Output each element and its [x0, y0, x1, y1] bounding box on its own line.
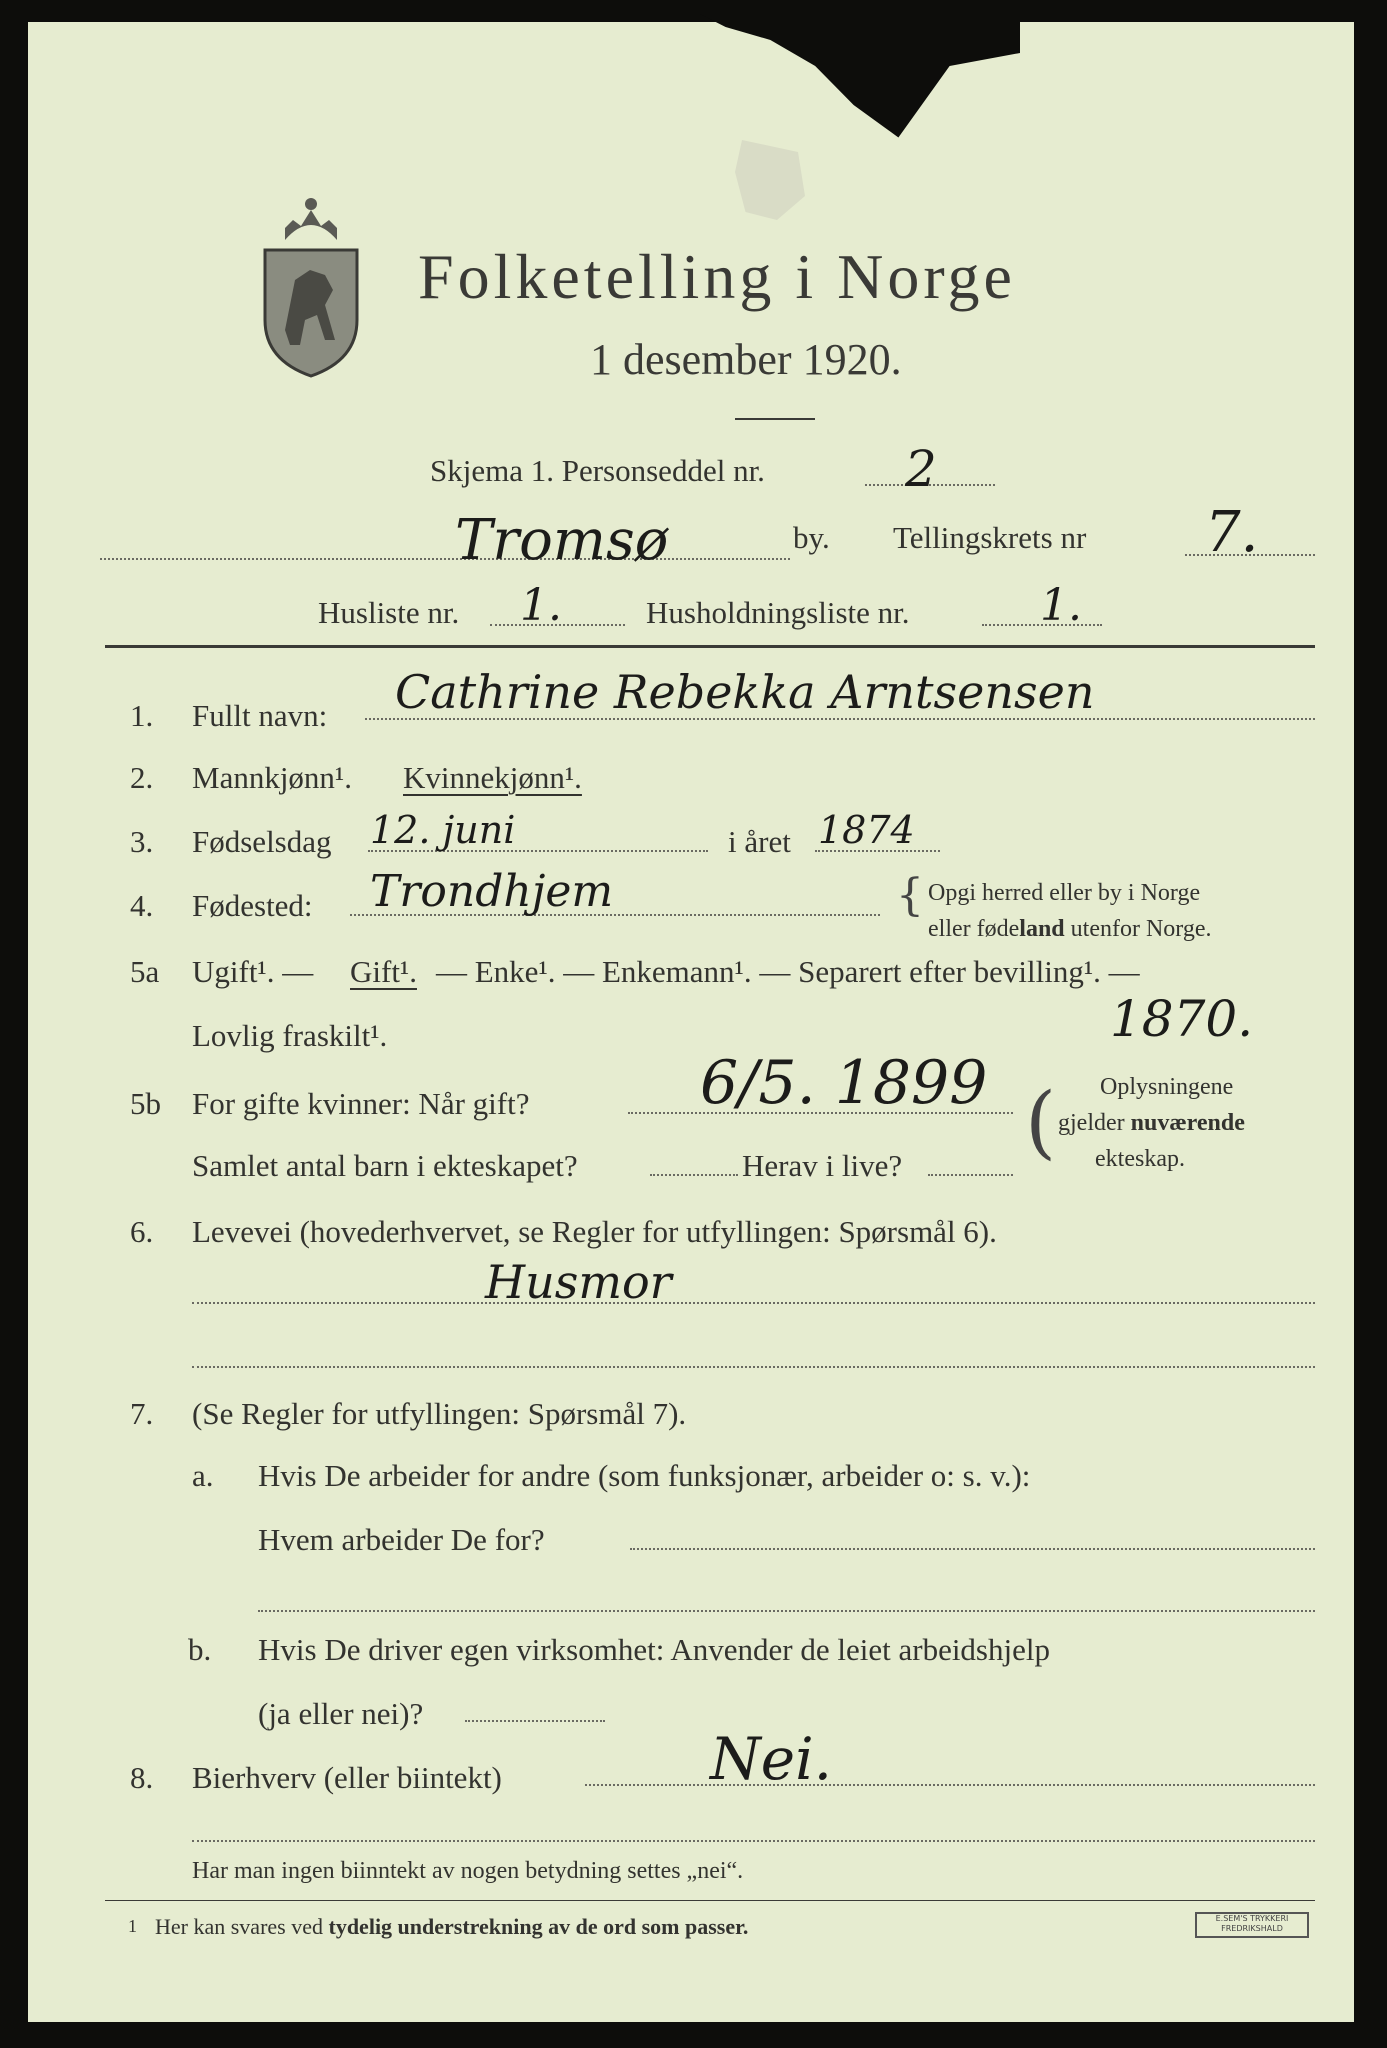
q4-note-line2: eller fødeland utenfor Norge.	[928, 916, 1212, 942]
q5b-alive-label: Herav i live?	[742, 1148, 903, 1183]
q7a-employer-label: Hvem arbeider De for?	[258, 1522, 545, 1557]
q7a-number: a.	[192, 1458, 214, 1493]
husliste-value: 1.	[520, 580, 562, 631]
q8-note: Har man ingen biinntekt av nogen betydning settes „nei“.	[192, 1858, 744, 1884]
q5b-note-line3: ekteskap.	[1095, 1146, 1185, 1172]
skjema-label: Skjema 1. Personseddel nr.	[430, 453, 765, 488]
q1-number: 1.	[130, 698, 154, 733]
birthday-value: 12. juni	[370, 808, 516, 852]
q5b-number: 5b	[130, 1086, 161, 1121]
footnote-separator	[105, 1900, 1315, 1901]
husliste-label: Husliste nr.	[318, 595, 460, 630]
q5a-fraskilt: Lovlig fraskilt¹.	[192, 1018, 388, 1053]
q5b-note-line2: gjelder nuværende	[1058, 1110, 1245, 1136]
q3-year-label: i året	[728, 824, 791, 859]
side-income-value: Nei.	[710, 1725, 833, 1793]
q8-label: Bierhverv (eller biintekt)	[192, 1760, 502, 1795]
q7b-yesno-label: (ja eller nei)?	[258, 1696, 424, 1731]
q5b-note-line1: Oplysningene	[1100, 1074, 1234, 1100]
norway-coat-of-arms-icon	[255, 180, 367, 380]
q4-number: 4.	[130, 888, 154, 923]
tellingskrets-label: Tellingskrets nr	[893, 520, 1087, 555]
printer-stamp: E.SEM'S TRYKKERI FREDRIKSHALD	[1195, 1912, 1309, 1938]
marriage-date-value: 6/5. 1899	[700, 1048, 988, 1118]
header-separator	[105, 645, 1315, 648]
form-title: Folketelling i Norge	[418, 241, 1016, 312]
tellingskrets-value: 7.	[1205, 500, 1259, 565]
q6-label: Levevei (hovederhvervet, se Regler for utfyllingen: Spørsmål 6).	[192, 1214, 997, 1249]
census-date: 1 desember 1920.	[590, 335, 902, 384]
personseddel-number: 2	[905, 440, 937, 498]
q7b-label: Hvis De driver egen virksomhet: Anvender de leiet arbeidshjelp	[258, 1632, 1050, 1667]
q7-label: (Se Regler for utfyllingen: Spørsmål 7).	[192, 1396, 687, 1431]
q7a-label: Hvis De arbeider for andre (som funksjonær, arbeider o: s. v.):	[258, 1458, 1031, 1493]
full-name-value: Cathrine Rebekka Arntsensen	[395, 665, 1095, 719]
q5b-children-label: Samlet antal barn i ekteskapet?	[192, 1148, 578, 1183]
q8-number: 8.	[130, 1760, 154, 1795]
birth-year-value: 1874	[818, 808, 915, 852]
q4-note-line1: Opgi herred eller by i Norge	[928, 880, 1201, 906]
q5b-label: For gifte kvinner: Når gift?	[192, 1086, 530, 1121]
q6-number: 6.	[130, 1214, 154, 1249]
occupation-value: Husmor	[485, 1255, 672, 1309]
q4-label: Fødested:	[192, 888, 313, 923]
husholdningsliste-label: Husholdningsliste nr.	[646, 595, 910, 630]
husholdningsliste-value: 1.	[1040, 580, 1082, 631]
footnote-marker: 1	[128, 1916, 137, 1936]
q5a-ugift: Ugift¹. —	[192, 954, 314, 989]
by-label: by.	[793, 520, 830, 555]
q5a-gift-underlined: Gift¹.	[350, 954, 417, 989]
q2-male-option: Mannkjønn¹.	[192, 760, 352, 795]
q3-label: Fødselsdag	[192, 824, 332, 859]
title-divider	[735, 418, 815, 420]
q7b-number: b.	[188, 1632, 212, 1667]
birthplace-value: Trondhjem	[370, 866, 614, 917]
city-value: Tromsø	[455, 508, 669, 573]
q7-number: 7.	[130, 1396, 154, 1431]
footnote-text: Her kan svares ved tydelig understrekning av de ord som passer.	[155, 1914, 749, 1939]
q3-number: 3.	[130, 824, 154, 859]
q1-label: Fullt navn:	[192, 698, 328, 733]
q5a-number: 5a	[130, 954, 160, 989]
q2-number: 2.	[130, 760, 154, 795]
q5a-annotation: 1870.	[1110, 990, 1254, 1048]
q5a-options: — Enke¹. — Enkemann¹. — Separert efter bevilling¹. —	[436, 954, 1140, 989]
q2-female-option-underlined: Kvinnekjønn¹.	[403, 760, 582, 795]
